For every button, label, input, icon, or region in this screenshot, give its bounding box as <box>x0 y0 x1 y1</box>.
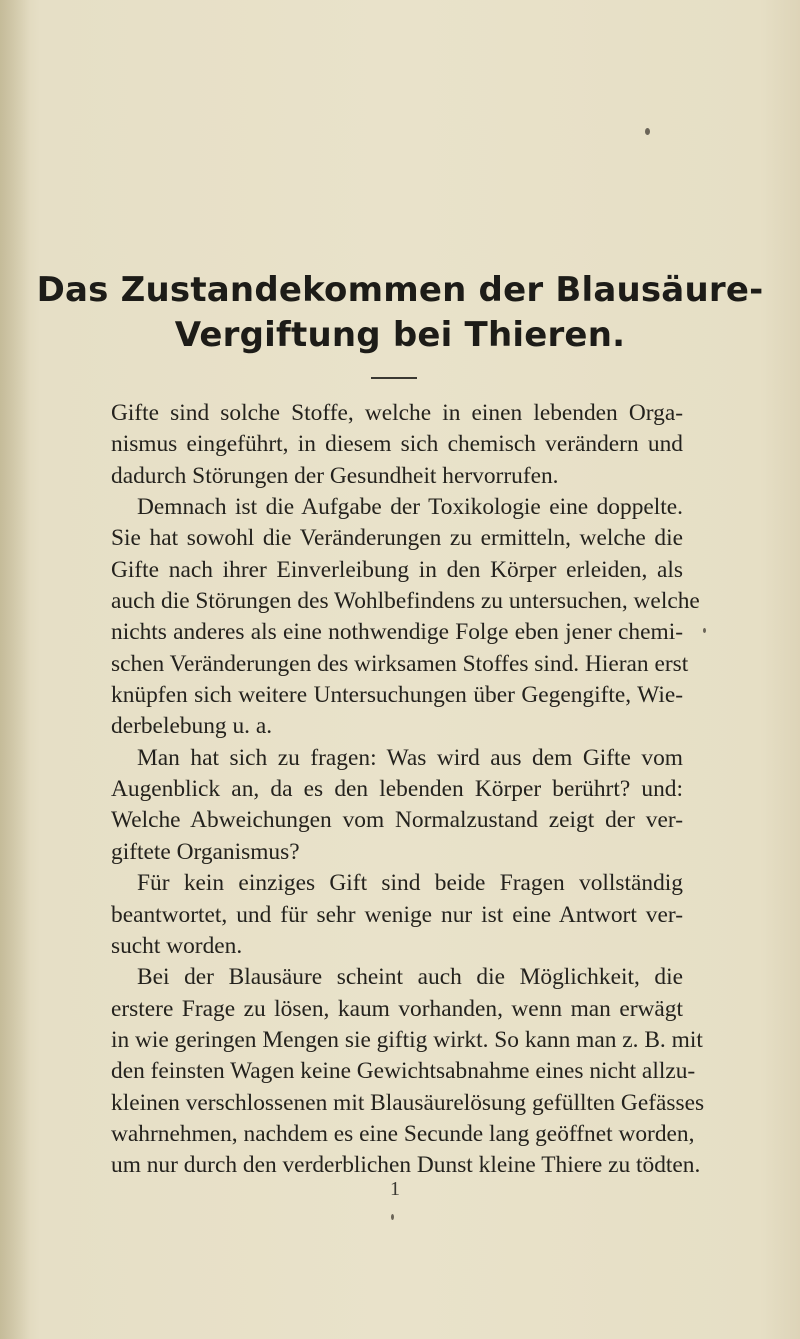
body-line: schen Veränderungen des wirksamen Stoffes sind. Hieran erst <box>111 650 689 677</box>
body-line: Welche Abweichungen vom Normalzustand zeigt der ver- <box>111 807 683 834</box>
body-line: auch die Störungen des Wohlbefindens zu untersuchen, welche <box>111 588 700 615</box>
body-line: in wie geringen Mengen sie giftig wirkt. So kann man z. B. mit <box>111 1026 703 1053</box>
body-line: giftete Organismus? <box>111 838 300 865</box>
body-line: Sie hat sowohl die Veränderungen zu ermitteln, welche die <box>111 525 683 552</box>
body-line: dadurch Störungen der Gesundheit hervorrufen. <box>111 462 559 489</box>
body-line: kleinen verschlossenen mit Blausäurelösung gefüllten Gefässes <box>111 1089 705 1116</box>
title-line-2: Vergiftung bei Thieren. <box>174 315 626 355</box>
body-line: knüpfen sich weitere Untersuchungen über Gegengifte, Wie- <box>111 682 683 709</box>
body-line: derbelebung u. a. <box>111 713 273 740</box>
body-line: Bei der Blausäure scheint auch die Möglichkeit, die <box>137 964 683 991</box>
body-line: Gifte sind solche Stoffe, welche in einen lebenden Orga- <box>111 400 683 426</box>
page-signature-mark: 1 <box>390 1178 400 1200</box>
body-line: wahrnehmen, nachdem es eine Secunde lang geöffnet worden, <box>111 1120 695 1147</box>
body-line: nismus eingeführt, in diesem sich chemisch verändern und <box>111 431 683 458</box>
body-text <box>111 398 705 1182</box>
body-line: nichts anderes als eine nothwendige Folge eben jener chemi- <box>111 619 683 646</box>
body-line: Gifte nach ihrer Einverleibung in den Körper erleiden, als <box>111 556 683 583</box>
paper-speck <box>645 128 650 135</box>
title-divider <box>371 377 417 379</box>
body-line: erstere Frage zu lösen, kaum vorhanden, wenn man erwägt <box>111 995 683 1022</box>
paper-speck <box>703 628 706 633</box>
body-line: um nur durch den verderblichen Dunst kleine Thiere zu tödten. <box>111 1152 701 1179</box>
paper-speck <box>391 1214 394 1220</box>
body-line: Für kein einziges Gift sind beide Fragen vollständig <box>137 870 683 897</box>
body-line: den feinsten Wagen keine Gewichtsabnahme eines nicht allzu- <box>111 1058 696 1085</box>
body-line: beantwortet, und für sehr wenige nur ist eine Antwort ver- <box>111 901 683 928</box>
body-line: Demnach ist die Aufgabe der Toxikologie eine doppelte. <box>137 494 683 521</box>
body-line: sucht worden. <box>111 932 243 959</box>
title-line-1: Das Zustandekommen der Blausäure- <box>36 270 764 310</box>
body-line: Augenblick an, da es den lebenden Körper berührt? und: <box>111 776 683 803</box>
body-line: Man hat sich zu fragen: Was wird aus dem Gifte vom <box>137 744 683 771</box>
